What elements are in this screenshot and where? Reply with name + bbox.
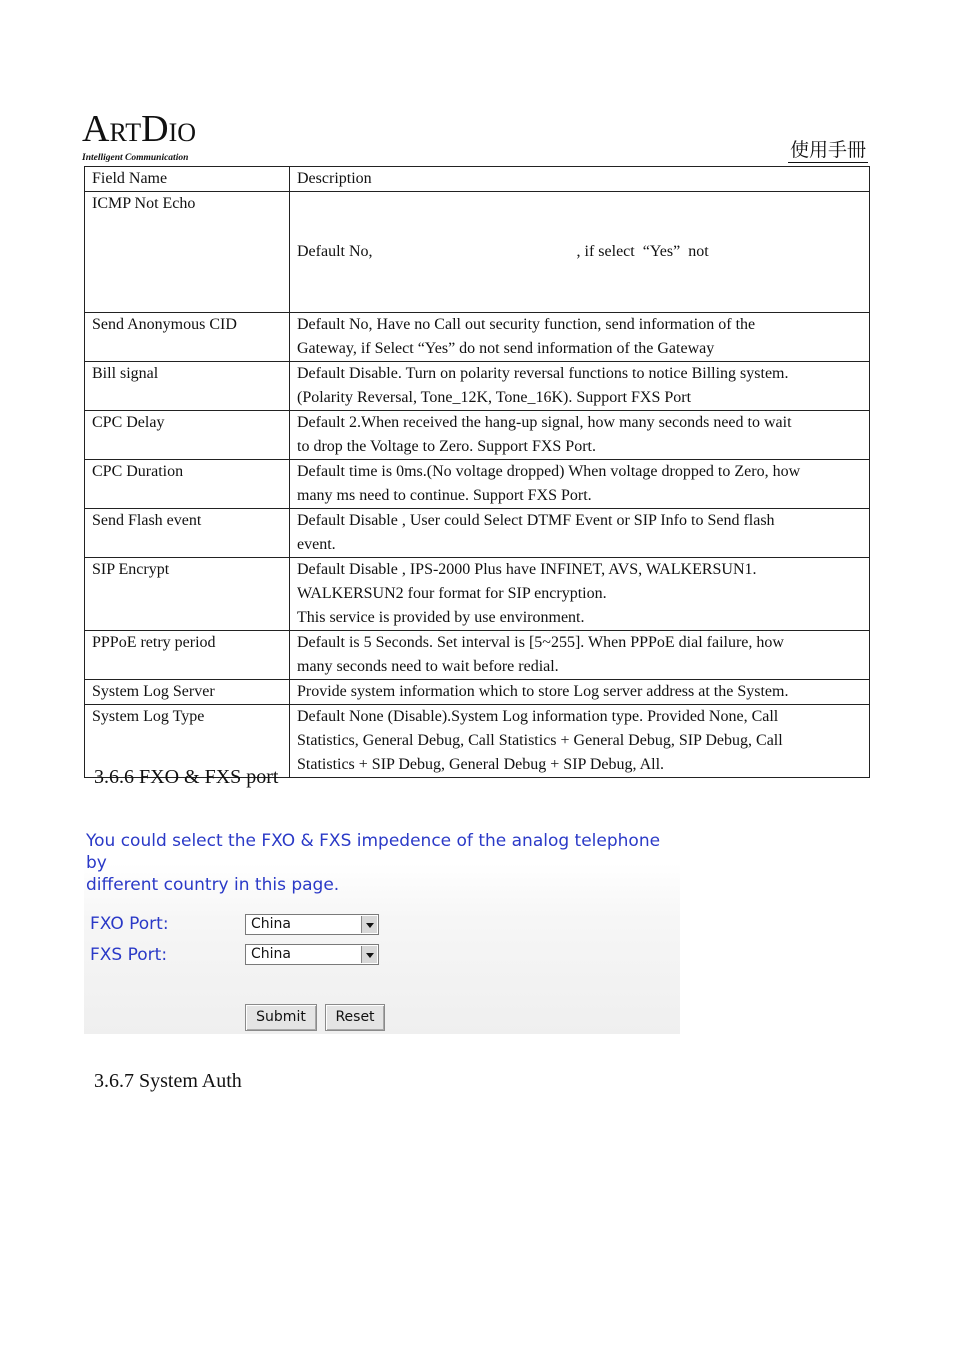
table-row bbox=[85, 313, 870, 362]
fxo-port-value: China bbox=[251, 916, 291, 932]
table-row bbox=[85, 460, 870, 509]
header-description: Description bbox=[290, 167, 870, 192]
description-cell: Default 2.When received the hang-up signal, how many seconds need to wait to drop the Voltage to Zero. Support FXS Port. bbox=[290, 411, 870, 460]
field-name-cell: ICMP Not Echo bbox=[85, 192, 290, 313]
fxs-port-value: China bbox=[251, 946, 291, 962]
description-cell: Default Disable , IPS-2000 Plus have INFINET, AVS, WALKERSUN1. WALKERSUN2 four format for SIP encryption. This service is provided by use environment. bbox=[290, 558, 870, 631]
fxo-fxs-settings-panel bbox=[84, 826, 680, 1034]
reset-button[interactable]: Reset bbox=[325, 1004, 385, 1031]
table-row bbox=[85, 362, 870, 411]
field-name-cell: Send Anonymous CID bbox=[85, 313, 290, 362]
logo-tagline: Intelligent Communication bbox=[82, 153, 189, 163]
artdio-logo bbox=[82, 108, 222, 163]
field-name-cell: Send Flash event bbox=[85, 509, 290, 558]
field-name-cell: PPPoE retry period bbox=[85, 631, 290, 680]
section-heading-system-auth: 3.6.7 System Auth bbox=[94, 1070, 242, 1092]
field-name-cell: CPC Duration bbox=[85, 460, 290, 509]
description-cell: Provide system information which to store Log server address at the System. bbox=[290, 680, 870, 705]
table-row bbox=[85, 631, 870, 680]
fxs-port-select[interactable] bbox=[245, 944, 379, 965]
fxo-port-select[interactable] bbox=[245, 914, 379, 935]
field-name-cell: System Log Type bbox=[85, 705, 290, 778]
description-cell: Default Disable. Turn on polarity reversal functions to notice Billing system. (Polarity Reversal, Tone_12K, Tone_16K). Support FXS Port bbox=[290, 362, 870, 411]
field-name-cell: Bill signal bbox=[85, 362, 290, 411]
field-name-cell: System Log Server bbox=[85, 680, 290, 705]
description-cell: Default is 5 Seconds. Set interval is [5~255]. When PPPoE dial failure, how many seconds need to wait before redial. bbox=[290, 631, 870, 680]
description-cell: Default No, Have no Call out security function, send information of the Gateway, if Select “Yes” do not send information of the Gateway bbox=[290, 313, 870, 362]
description-cell: Default Disable , User could Select DTMF Event or SIP Info to Send flash event. bbox=[290, 509, 870, 558]
table-row bbox=[85, 411, 870, 460]
manual-title: 使用手冊 bbox=[789, 139, 866, 161]
table-row bbox=[85, 509, 870, 558]
description-cell: Default time is 0ms.(No voltage dropped) When voltage dropped to Zero, how many ms need to continue. Support FXS Port. bbox=[290, 460, 870, 509]
dropdown-arrow-icon[interactable] bbox=[361, 946, 377, 963]
table-row bbox=[85, 558, 870, 631]
table-header-row bbox=[85, 167, 870, 192]
description-cell: Default No, , if select “Yes” not bbox=[290, 192, 870, 313]
submit-button[interactable]: Submit bbox=[245, 1004, 317, 1031]
fxs-port-label: FXS Port: bbox=[90, 945, 168, 965]
header-field-name: Field Name bbox=[85, 167, 290, 192]
table-row bbox=[85, 192, 870, 313]
field-description-table bbox=[84, 166, 870, 778]
description-cell: Default None (Disable).System Log information type. Provided None, Call Statistics, General Debug, Call Statistics + General Debug, SIP Debug, Call Statistics + SIP Debug, General Debug + SIP Debug, All. bbox=[290, 705, 870, 778]
table-row bbox=[85, 680, 870, 705]
fxo-port-label: FXO Port: bbox=[90, 914, 169, 934]
panel-intro-text: You could select the FXO & FXS impedence of the analog telephone by different country in this page. bbox=[86, 831, 661, 895]
field-name-cell: SIP Encrypt bbox=[85, 558, 290, 631]
field-name-cell: CPC Delay bbox=[85, 411, 290, 460]
section-heading-fxo-fxs: 3.6.6 FXO & FXS port bbox=[94, 766, 279, 788]
logo-wordmark: ARTDIO bbox=[82, 108, 197, 150]
dropdown-arrow-icon[interactable] bbox=[361, 916, 377, 933]
